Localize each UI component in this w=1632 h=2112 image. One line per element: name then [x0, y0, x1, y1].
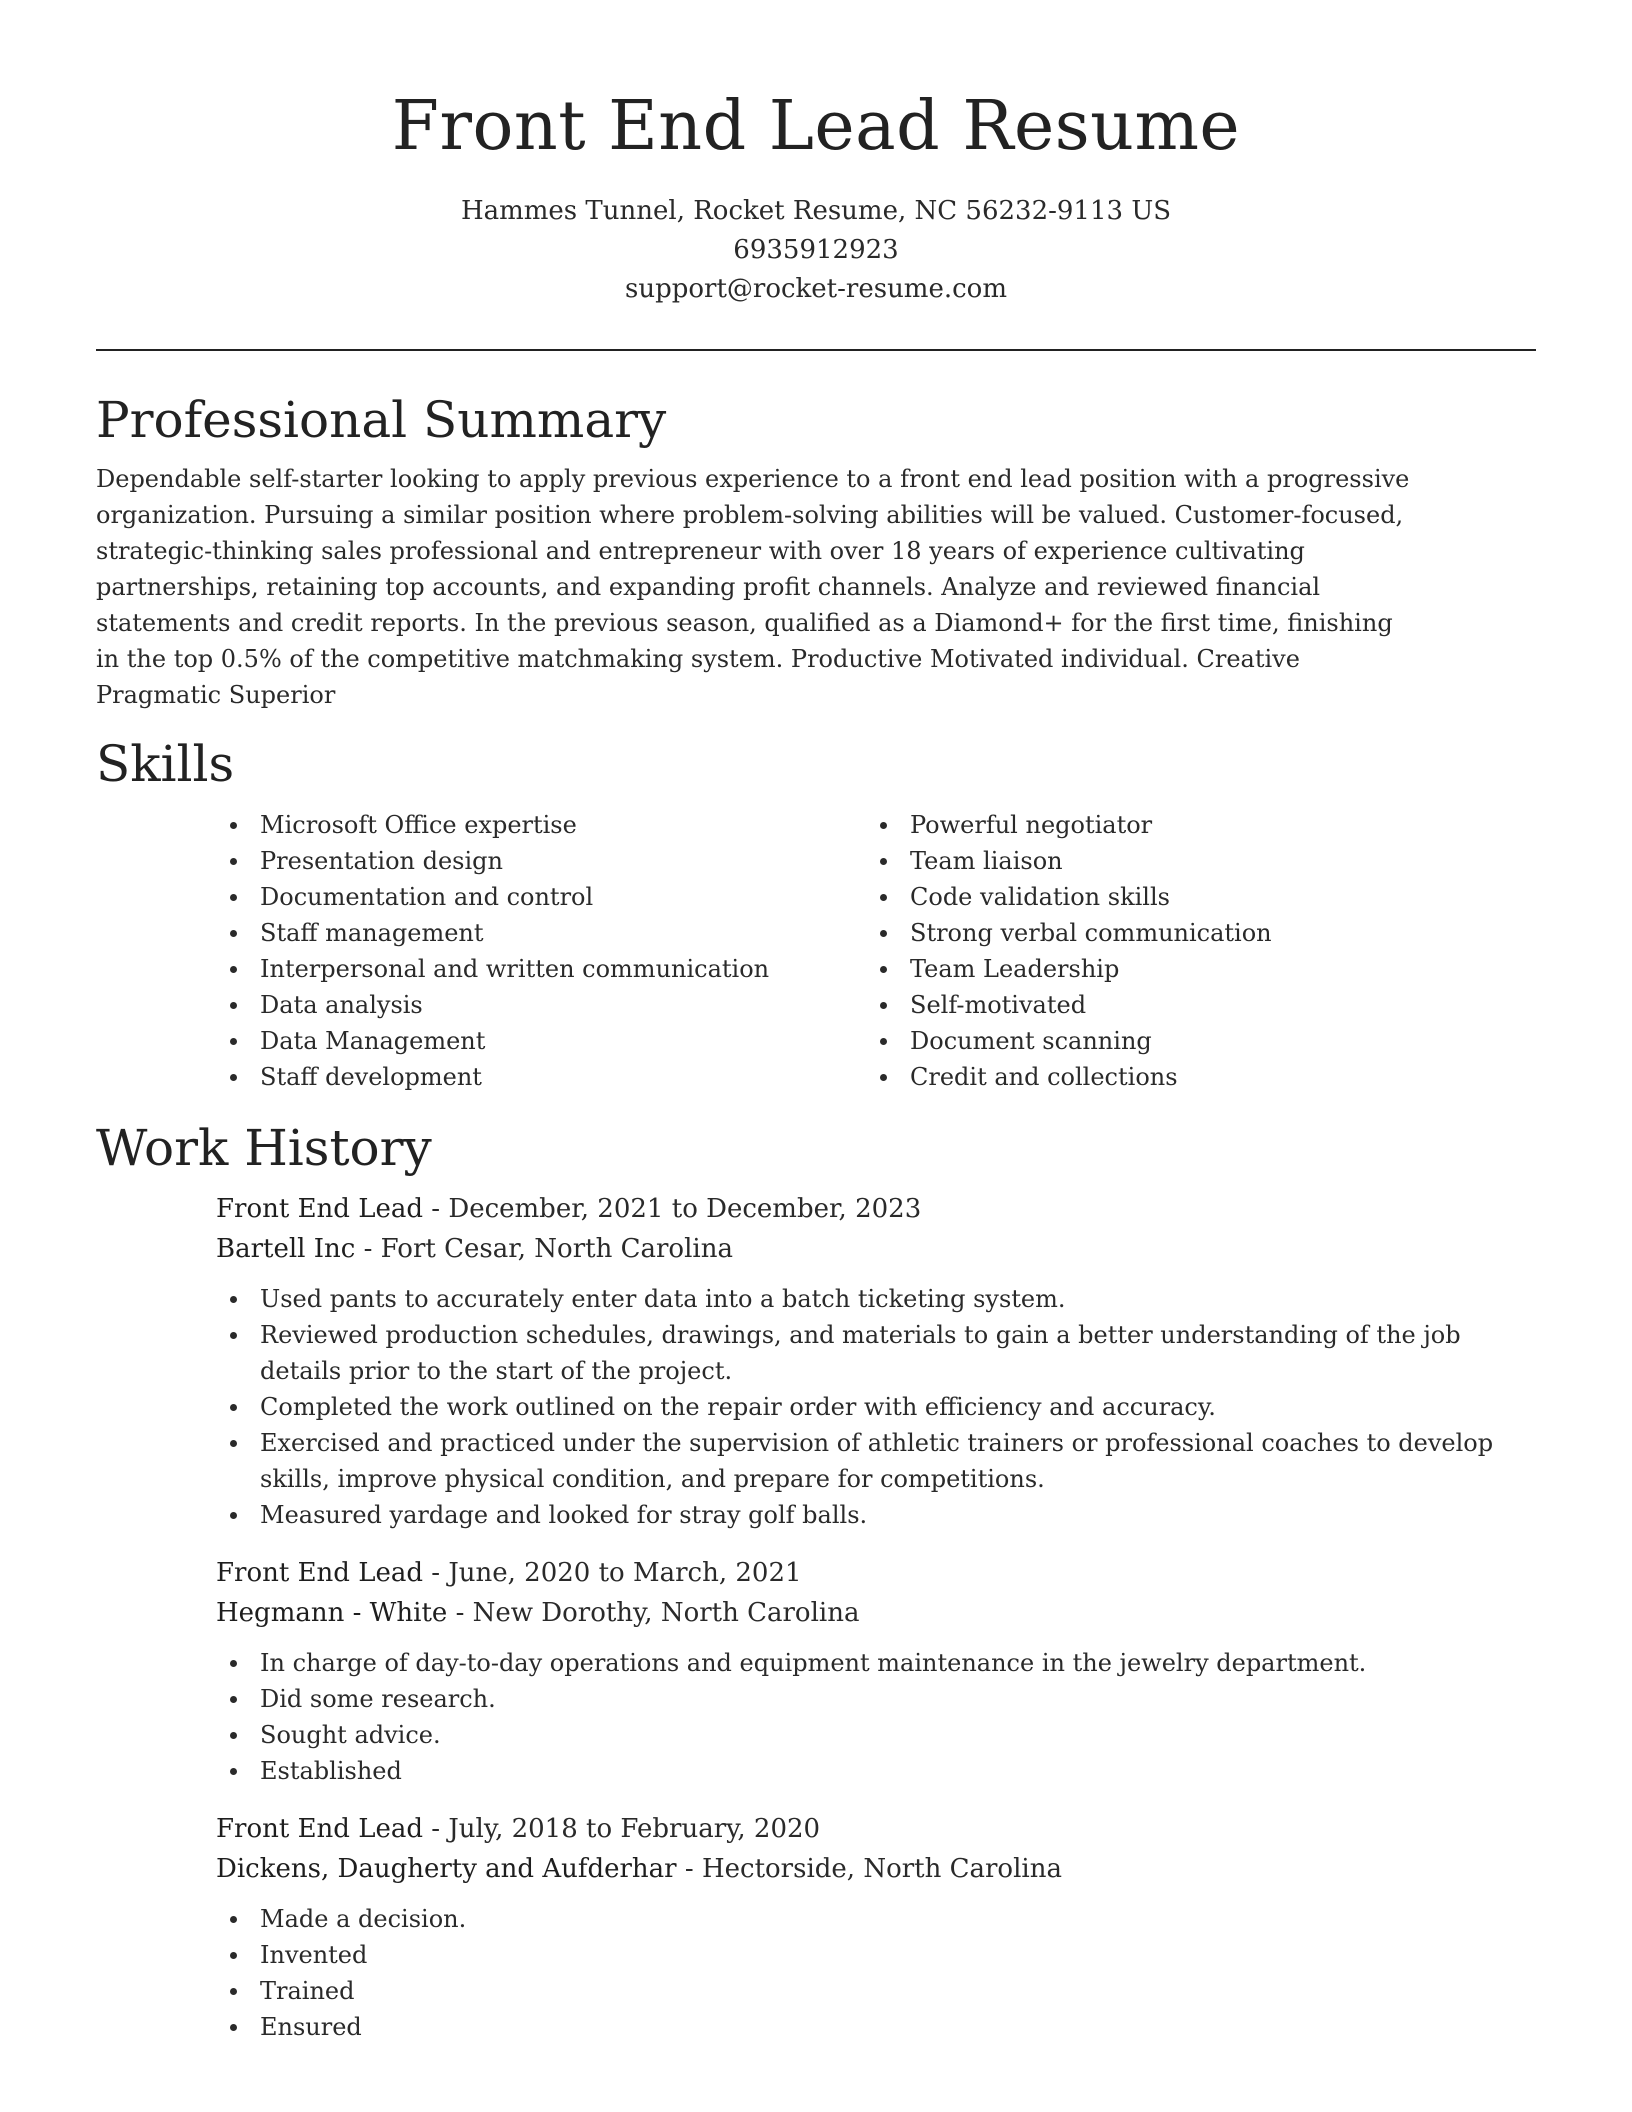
duty-item: Completed the work outlined on the repair order with efficiency and accuracy.: [216, 1389, 1536, 1425]
skill-item: Interpersonal and written communication: [216, 951, 866, 987]
summary-text: Dependable self-starter looking to apply previous experience to a front end lead position with a progressive organization. Pursuing a similar position where problem-solving abilities will be valued. Customer-focused, strategic-thinking sales professional and entrepreneur with over 18 years of experience cultivating partnerships, retaining top accounts, and expanding profit channels. Analyze and reviewed financial statements and credit reports. In the previous season, qualified as a Diamond+ for the first time, finishing in the top 0.5% of the competitive matchmaking system. Productive Motivated individual. Creative Pragmatic Superior: [96, 465, 1410, 709]
duty-item: Exercised and practiced under the supervision of athletic trainers or professional coaches to develop skills, improve physical condition, and prepare for competitions.: [216, 1425, 1536, 1497]
job-duties: [216, 1645, 1536, 1789]
skill-item: Microsoft Office expertise: [216, 807, 866, 843]
contact-phone: 6935912923: [733, 235, 899, 265]
skills-column-left: [216, 807, 866, 1095]
job-duties: [216, 1901, 1536, 2045]
contact-block: [96, 192, 1536, 309]
job-title-line: [216, 1553, 1536, 1593]
job-location: New Dorothy, North Carolina: [472, 1598, 860, 1628]
separator: -: [431, 1558, 449, 1588]
job-dates: July, 2018 to February, 2020: [448, 1814, 821, 1844]
work-history-heading: Work History: [96, 1119, 432, 1177]
skills-heading: Skills: [96, 735, 235, 793]
job-company-line: [216, 1849, 1536, 1889]
skill-item: Staff development: [216, 1059, 866, 1095]
contact-address: Hammes Tunnel, Rocket Resume, NC 56232-9113 US: [460, 196, 1172, 226]
skill-item: Documentation and control: [216, 879, 866, 915]
contact-email: support@rocket-resume.com: [624, 274, 1007, 304]
skill-item: Team Leadership: [866, 951, 1516, 987]
job-location: Hectorside, North Carolina: [701, 1854, 1062, 1884]
skill-item: Strong verbal communication: [866, 915, 1516, 951]
skill-item: Presentation design: [216, 843, 866, 879]
skill-item: Powerful negotiator: [866, 807, 1516, 843]
header-divider: [96, 349, 1536, 351]
skill-item: Staff management: [216, 915, 866, 951]
skills-column-right: [866, 807, 1516, 1095]
job-company: Bartell Inc: [216, 1234, 356, 1264]
skill-item: Document scanning: [866, 1023, 1516, 1059]
resume-title: Front End Lead Resume: [391, 87, 1241, 166]
skill-item: Code validation skills: [866, 879, 1516, 915]
skills-list: [216, 807, 1536, 1095]
job-entry: [216, 1809, 1536, 2045]
summary-heading: Professional Summary: [96, 391, 667, 449]
job-company: Hegmann - White: [216, 1598, 448, 1628]
job-title: Front End Lead: [216, 1814, 424, 1844]
job-company: Dickens, Daugherty and Aufderhar: [216, 1854, 677, 1884]
job-company-line: [216, 1593, 1536, 1633]
job-entry: [216, 1189, 1536, 1533]
duty-item: Invented: [216, 1937, 1536, 1973]
duty-item: Sought advice.: [216, 1717, 1536, 1753]
separator: -: [431, 1194, 449, 1224]
duty-item: Did some research.: [216, 1681, 1536, 1717]
skill-item: Data Management: [216, 1023, 866, 1059]
skill-item: Team liaison: [866, 843, 1516, 879]
job-title: Front End Lead: [216, 1558, 424, 1588]
skill-item: Self-motivated: [866, 987, 1516, 1023]
job-location: Fort Cesar, North Carolina: [380, 1234, 733, 1264]
duty-item: Used pants to accurately enter data into a batch ticketing system.: [216, 1281, 1536, 1317]
resume-page: [96, 0, 1536, 2045]
duty-item: Established: [216, 1753, 1536, 1789]
separator: -: [363, 1234, 381, 1264]
job-title-line: [216, 1809, 1536, 1849]
duty-item: Reviewed production schedules, drawings, and materials to gain a better understanding of the job details prior to the start of the project.: [216, 1317, 1536, 1389]
job-entry: [216, 1553, 1536, 1789]
duty-item: Trained: [216, 1973, 1536, 2009]
separator: -: [455, 1598, 473, 1628]
duty-item: Measured yardage and looked for stray golf balls.: [216, 1497, 1536, 1533]
job-title-line: [216, 1189, 1536, 1229]
separator: -: [684, 1854, 702, 1884]
duty-item: In charge of day-to-day operations and equipment maintenance in the jewelry department.: [216, 1645, 1536, 1681]
job-title: Front End Lead: [216, 1194, 424, 1224]
job-duties: [216, 1281, 1536, 1533]
skill-item: Data analysis: [216, 987, 866, 1023]
duty-item: Made a decision.: [216, 1901, 1536, 1937]
duty-item: Ensured: [216, 2009, 1536, 2045]
job-dates: June, 2020 to March, 2021: [448, 1558, 802, 1588]
job-company-line: [216, 1229, 1536, 1269]
job-dates: December, 2021 to December, 2023: [448, 1194, 922, 1224]
separator: -: [431, 1814, 449, 1844]
skill-item: Credit and collections: [866, 1059, 1516, 1095]
